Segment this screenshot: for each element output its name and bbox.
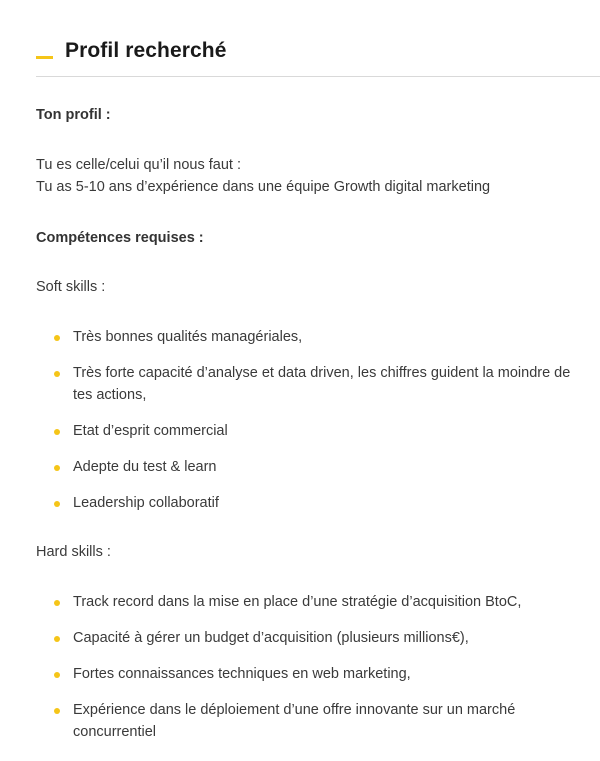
bullet-dot-icon — [54, 672, 60, 678]
list-item — [36, 456, 576, 478]
accent-dash — [36, 56, 53, 59]
list-item — [36, 326, 576, 348]
list-item — [36, 699, 576, 743]
list-item — [36, 492, 576, 514]
section-header — [36, 38, 600, 77]
list-item-text: Capacité à gérer un budget d’acquisition (plusieurs millions€), — [73, 630, 469, 646]
hard-skills-label: Hard skills : — [36, 544, 111, 560]
skills-heading: Compétences requises : — [36, 230, 204, 246]
bullet-dot-icon — [54, 708, 60, 714]
list-item-text: Leadership collaboratif — [73, 495, 219, 511]
list-item-text: Etat d’esprit commercial — [73, 423, 228, 439]
section-title: Profil recherché — [65, 39, 227, 62]
list-item-text: Très forte capacité d’analyse et data driven, les chiffres guident la moindre de tes actions, — [73, 365, 571, 403]
list-item — [36, 663, 576, 685]
list-item-text: Très bonnes qualités managériales, — [73, 329, 303, 345]
list-item — [36, 591, 576, 613]
bullet-dot-icon — [54, 501, 60, 507]
bullet-dot-icon — [54, 465, 60, 471]
profile-line-1: Tu es celle/celui qu’il nous faut : — [36, 157, 241, 173]
list-item-text: Expérience dans le déploiement d’une offre innovante sur un marché concurrentiel — [73, 702, 516, 740]
bullet-dot-icon — [54, 335, 60, 341]
bullet-dot-icon — [54, 429, 60, 435]
list-item — [36, 362, 576, 406]
list-item-text: Track record dans la mise en place d’une stratégie d’acquisition BtoC, — [73, 594, 522, 610]
soft-skills-label: Soft skills : — [36, 279, 106, 295]
list-item — [36, 420, 576, 442]
list-item — [36, 627, 576, 649]
profile-line-2: Tu as 5-10 ans d’expérience dans une équipe Growth digital marketing — [36, 179, 491, 195]
list-item-text: Fortes connaissances techniques en web marketing, — [73, 666, 411, 682]
bullet-dot-icon — [54, 371, 60, 377]
bullet-dot-icon — [54, 600, 60, 606]
bullet-dot-icon — [54, 636, 60, 642]
profile-heading: Ton profil : — [36, 107, 111, 123]
list-item-text: Adepte du test & learn — [73, 459, 217, 475]
